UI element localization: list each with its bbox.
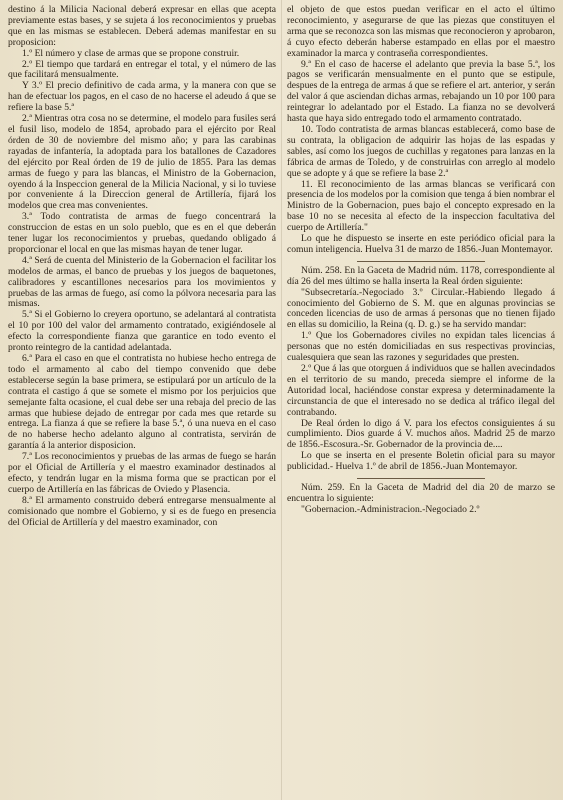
paragraph: 11. El reconocimiento de las armas blancas se verificará con presencia de los modelos por la comision que tenga á bien nombrar el Ministro de la Gobernacion, pues bajo el concepto expresado en la base 10 no se necesita al efecto de la inspeccion facultativa del cuerpo de Artillería."	[287, 178, 555, 234]
paragraph: 2.º Que á las que otorguen á individuos que se hallen avecindados en el territorio de su mando, preceda siempre el informe de la Autoridad local, haciéndose constar expresa y determinadamente la circunstancia de que el interesado no se dedica al tráfico ilegal del contrabando.	[287, 363, 555, 418]
paragraph: Núm. 259. En la Gaceta de Madrid del dia 20 de marzo se encuentra lo siguiente:	[287, 482, 555, 504]
paragraph: 2.º El tiempo que tardará en entregar el total, y el número de las que facilitará mensualmente.	[8, 58, 276, 81]
paragraph: Lo que he dispuesto se inserte en este periódico oficial para la comun inteligencia. Huelva 31 de marzo de 1856.-Juan Montemayor.	[287, 233, 555, 255]
paragraph: 7.ª Los reconocimientos y pruebas de las armas de fuego se harán por el Oficial de Artillería y el maestro examinador destinados al efecto, y tendrán lugar en la misma forma que se practican por el cuerpo de Artillería en las fábricas de Oviedo y Plasencia.	[8, 451, 276, 495]
paragraph: el objeto de que estos puedan verificar en el acto el último reconocimiento, y asegurarse de que las piezas que constituyen el arma que se reconozca son las mismas que reconocieron y aprobaron, á cuyo efecto deberán haberse estampado en ellas por el maestro examinador la marca y contraseña correspondientes.	[287, 5, 555, 59]
paragraph: 1.º El número y clase de armas que se propone construir.	[22, 47, 240, 59]
paragraph: 1.º Que los Gobernadores civiles no expidan tales licencias á personas que no estén domiciliadas en sus respectivas provincias, cualesquiera que sean las razones y seguridades que presten.	[287, 330, 555, 364]
paragraph: Lo que se inserta en el presente Boletin oficial para su mayor publicidad.- Huelva 1.º de abril de 1856.-Juan Montemayor.	[287, 450, 555, 473]
paragraph: 8.ª El armamento construido deberá entregarse mensualmente al comisionado que nombre el Gobierno, y si es de fuego en presencia del Oficial de Artillería y del maestro examinador, con	[8, 494, 276, 528]
paragraph: 6.ª Para el caso en que el contratista no hubiese hecho entrega de todo el armamento al cabo del tiempo convenido que debe establecerse según la base primera, se estipulará por un artículo de la contrata el castigo á que se somete el mismo por los perjuicios que semejante falta ocasione, el cual debe ser una rebaja del precio de las armas que hubiese dejado de entregar por cada mes que retarde su entrega. La fianza á que se refiere la base 5.ª, ó una nueva en el caso de no haberse hecho adelanto alguno al contratista, servirán de garantía á la anterior disposicion.	[8, 353, 276, 452]
right-column	[287, 5, 555, 800]
paragraph: Núm. 258. En la Gaceta de Madrid núm. 1178, correspondiente al día 26 del mes último se halla inserta la Real órden siguiente:	[287, 264, 555, 287]
column-gutter	[281, 0, 282, 800]
paragraph: 3.ª Todo contratista de armas de fuego concentrará la construccion de estas en un solo pueblo, que es en el que deberán tener lugar los reconocimientos y pruebas, quedando obligado á proporcionar el local en que las mismas hayan de tener lugar.	[8, 211, 276, 255]
paragraph: destino á la Milicia Nacional deberá expresar en ellas que acepta previamente estas bases, y se sujeta á los reconocimientos y pruebas que en las mismas se establecen. Deberá ademas manifestar en su proposicion:	[8, 5, 276, 48]
paragraph: 10. Todo contratista de armas blancas establecerá, como base de su contrata, la obligacion de adquirir las hojas de las espadas y sables, así como los juegos de cuchillas y regatones para lanzas en la fábrica de armas de Toledo, y de construirlas con arreglo al modelo que se adopte y á que se refiere la base 2.ª	[287, 123, 555, 179]
paragraph: 9.ª En el caso de hacerse el adelanto que previa la base 5.ª, los pagos se verificarán mensualmente en el punto que se estipule, despues de la entrega de armas á que se refiere el art. anterior, y serán del valor á que asciendan dichas armas, rebajando un 10 por 100 para reintegrar lo adelantado por el Estado. La fianza no se devolverá hasta que haya sido entregado todo el armamento contratado.	[287, 58, 555, 125]
paragraph: Y 3.º El precio definitivo de cada arma, y la manera con que se han de efectuar los pagos, en el caso de no hacerse el adeudo á que se refiere la base 5.ª	[8, 80, 276, 114]
section-divider	[357, 478, 485, 479]
paragraph: "Subsecretaría.-Negociado 3.º Circular.-Habiendo llegado á conocimiento del Gobierno de S. M. que en algunas provincias se conceden licencias de uso de armas á personas que no tienen fijado en ellas su domicilio, la Reina (q. D. g.) se ha servido mandar:	[287, 286, 555, 331]
paragraph: "Gobernacion.-Administracion.-Negociado 2.º	[301, 503, 480, 515]
paragraph: 5.ª Si el Gobierno lo creyera oportuno, se adelantará al contratista el 10 por 100 del valor del armamento contratado, exigiéndosele al efecto la correspondiente fianza que garantice en todo evento el pronto reintegro de la cantidad adelantada.	[8, 309, 276, 354]
left-column	[8, 5, 276, 800]
paragraph: 2.ª Mientras otra cosa no se determine, el modelo para fusiles será el fusil liso, modelo de 1854, aprobado para el ejército por Real órden de 30 de noviembre del mismo año; y para las carabinas rayadas de infantería, la adoptada para los batallones de Cazadores del ejército por Real órden de 19 de julio de 1855. Para las demas armas de fuego y para las blancas, el Ministro de la Gobernacion, oyendo á la Inspeccion general de la Milicia Nacional, y si lo tuviese por conveniente á la Direccion general de Artillería, fijará los modelos que crea mas convenientes.	[8, 113, 276, 212]
paragraph: 4.ª Será de cuenta del Ministerio de la Gobernacion el facilitar los modelos de armas, el banco de pruebas y los juegos de baquetones, calibradores y escantillones necesarios para los movimientos y pruebas de las armas de fuego, así como la pólvora necesaria para las mismas.	[8, 254, 276, 310]
section-divider	[357, 261, 485, 262]
paragraph: De Real órden lo digo á V. para los efectos consiguientes á su cumplimiento. Dios guarde á V. muchos años. Madrid 25 de marzo de 1856.-Escosura.-Sr. Gobernador de la provincia de....	[287, 417, 555, 451]
